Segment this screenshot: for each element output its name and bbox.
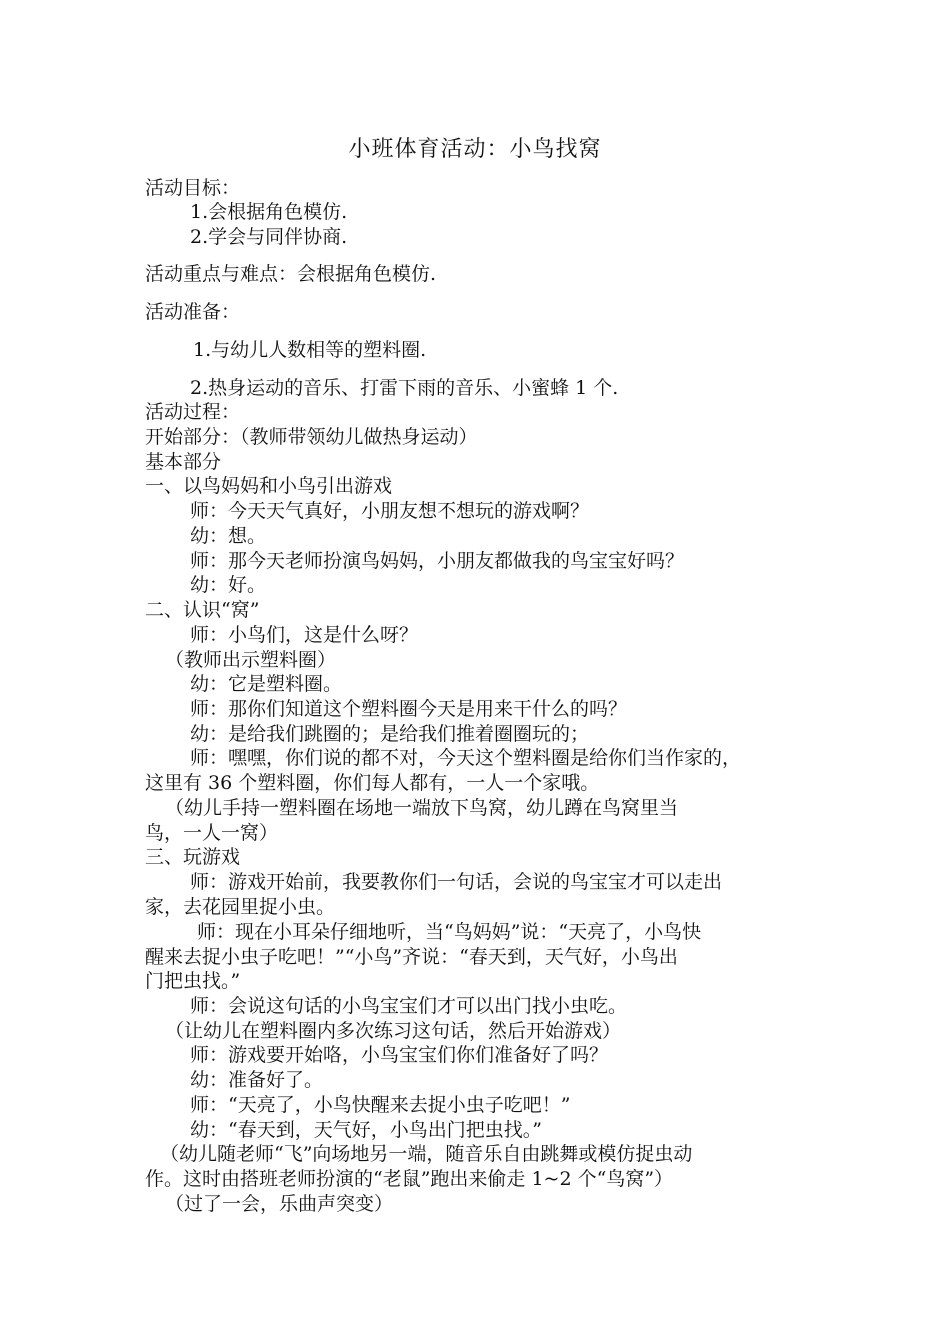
basic-part-heading: 基本部分 <box>145 451 222 473</box>
stage-direction: （教师出示塑料圈） <box>165 649 337 671</box>
prep-item-1: 1.与幼儿人数相等的塑料圈. <box>193 339 427 361</box>
dialogue-line: 幼：它是塑料圈。 <box>190 673 343 695</box>
dialogue-line: 师：嘿嘿，你们说的都不对，今天这个塑料圈是给你们当作家的， <box>190 747 742 769</box>
stage-direction: （过了一会，乐曲声突变） <box>165 1193 394 1215</box>
section-2-heading: 二、认识“窝” <box>145 599 260 621</box>
dialogue-line: 师：那你们知道这个塑料圈今天是用来干什么的吗？ <box>190 698 628 720</box>
dialogue-line: 师：现在小耳朵仔细地听，当“鸟妈妈”说：“天亮了，小鸟快 <box>197 921 702 943</box>
dialogue-line: 师：“天亮了，小鸟快醒来去捉小虫子吃吧！” <box>190 1094 571 1116</box>
dialogue-line: 师：游戏要开始咯，小鸟宝宝们你们准备好了吗？ <box>190 1044 609 1066</box>
stage-direction: （让幼儿在塑料圈内多次练习这句话，然后开始游戏） <box>165 1020 622 1042</box>
dialogue-line: 师：会说这句话的小鸟宝宝们才可以出门找小虫吃。 <box>190 995 628 1017</box>
dialogue-line-continued: 醒来去捉小虫子吃吧！”“小鸟”齐说：“春天到，天气好，小鸟出 <box>145 946 678 968</box>
dialogue-line: 师：小鸟们，这是什么呀？ <box>190 624 419 646</box>
heading-activity-goals: 活动目标： <box>145 177 241 199</box>
prep-item-2: 2.热身运动的音乐、打雷下雨的音乐、小蜜蜂 1 个. <box>190 377 619 399</box>
key-points-line: 活动重点与难点：会根据角色模仿. <box>145 263 437 285</box>
heading-process: 活动过程： <box>145 401 241 423</box>
stage-direction: （幼儿手持一塑料圈在场地一端放下鸟窝，幼儿蹲在鸟窝里当 <box>165 797 679 819</box>
stage-direction: （幼儿随老师“飞”向场地另一端，随音乐自由跳舞或模仿捉虫动 <box>160 1143 693 1165</box>
opening-part-line: 开始部分：（教师带领幼儿做热身运动） <box>145 426 478 448</box>
section-3-heading: 三、玩游戏 <box>145 846 241 868</box>
dialogue-line: 幼：好。 <box>190 574 267 596</box>
dialogue-line: 幼：“春天到，天气好，小鸟出门把虫找。” <box>190 1119 542 1141</box>
dialogue-line: 师：那今天老师扮演鸟妈妈，小朋友都做我的鸟宝宝好吗？ <box>190 550 685 572</box>
heading-preparation: 活动准备： <box>145 301 241 323</box>
goal-item-2: 2.学会与同伴协商. <box>190 226 348 248</box>
dialogue-line: 幼：想。 <box>190 525 267 547</box>
dialogue-line-continued: 家，去花园里捉小虫。 <box>145 896 336 918</box>
stage-direction-continued: 作。这时由搭班老师扮演的“老鼠”跑出来偷走 1~2 个“鸟窝”） <box>145 1168 674 1190</box>
dialogue-line: 师：今天天气真好，小朋友想不想玩的游戏啊？ <box>190 500 590 522</box>
stage-direction-continued: 鸟，一人一窝） <box>145 822 279 844</box>
dialogue-line-continued: 这里有 36 个塑料圈，你们每人都有，一人一个家哦。 <box>145 772 600 794</box>
dialogue-line: 师：游戏开始前，我要教你们一句话，会说的鸟宝宝才可以走出 <box>190 871 723 893</box>
document-title: 小班体育活动：小鸟找窝 <box>348 137 602 162</box>
goal-item-1: 1.会根据角色模仿. <box>190 201 348 223</box>
dialogue-line-continued: 门把虫找。” <box>145 970 241 992</box>
dialogue-line: 幼：是给我们跳圈的；是给我们推着圈圈玩的； <box>190 723 590 745</box>
dialogue-line: 幼：准备好了。 <box>190 1069 324 1091</box>
section-1-heading: 一、以鸟妈妈和小鸟引出游戏 <box>145 475 393 497</box>
